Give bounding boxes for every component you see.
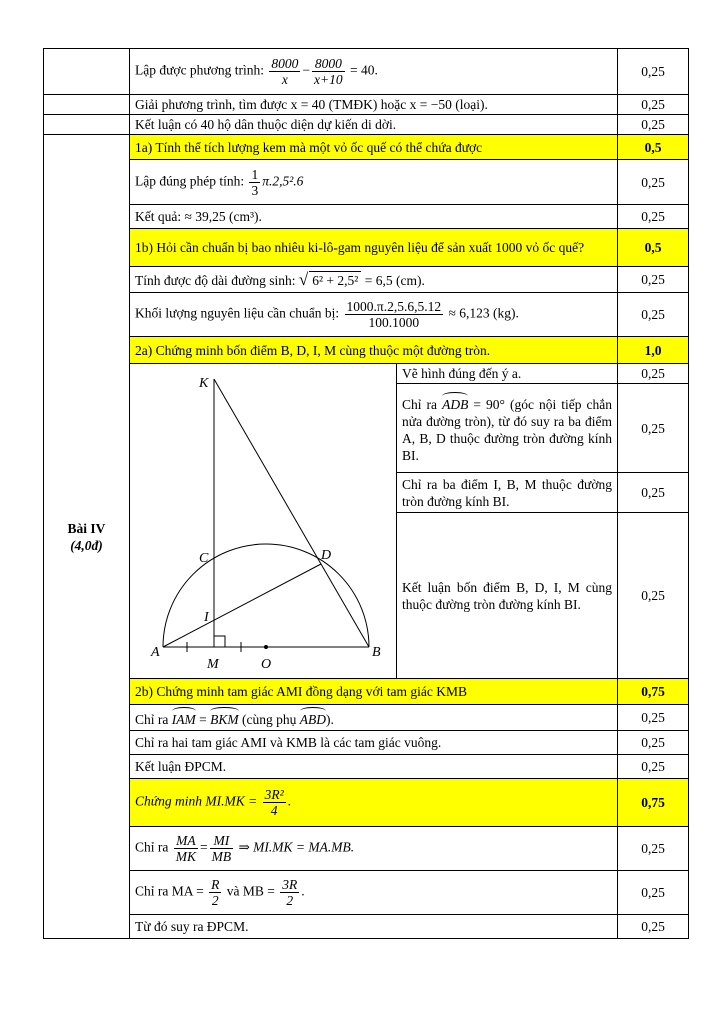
task-heading: 1b) Hỏi cần chuẩn bị bao nhiêu ki-lô-gam nguyên liệu để sản xuất 1000 vỏ ốc quế? [130,229,618,267]
fraction: $\frac{1000.\pi.2,5.6,5.12}{100.1000}$ [346,299,442,330]
table-row [44,337,689,364]
row-content: Lập được phương trình: $\frac{8000}{x}$ − $\frac{8000}{x+10}$ = 40. [130,49,618,95]
row-points: 0,25 [618,364,689,384]
row-content: Từ đó suy ra ĐPCM. [130,915,618,939]
table-row [44,135,689,160]
row-points: 0,25 [618,731,689,755]
row-points: 0,25 [618,115,689,135]
fraction: $\frac{3R}{2}$ [282,877,298,908]
arc-angle: ABD [300,707,326,728]
label-m: M [207,657,219,672]
task-heading: 2b) Chứng minh tam giác AMI đồng dạng với tam giác KMB [130,679,618,705]
row-points: 0,25 [618,755,689,779]
table-row [44,871,689,915]
geometry-figure [135,365,401,677]
row-points: 0,25 [618,267,689,293]
row-points: 0,25 [618,293,689,337]
row-content: Chỉ ra hai tam giác AMI và KMB là các tam giác vuông. [130,731,618,755]
table-row [44,160,689,205]
arc-angle: ADB [442,392,468,413]
line-a-d [163,564,321,647]
row-content: Chỉ ra IAM = BKM (cùng phụ ABD). [130,705,618,731]
task-heading: Chứng minh MI.MK = $\frac{\text{3R²}}{4}$ . [130,779,618,827]
task-points: 0,75 [618,779,689,827]
fraction: $\frac{8000}{x+10}$ [314,56,343,87]
point-o [264,645,268,649]
task-points: 0,75 [618,679,689,705]
table-row [44,115,689,135]
table-row [44,293,689,337]
fraction: $\frac{MI}{MB}$ [211,833,232,864]
table-row [44,95,689,115]
table-row [44,229,689,267]
table-row [44,827,689,871]
row-content: Chỉ ra $\frac{MA}{MK}$ = $\frac{MI}{MB}$ ⇒ MI.MK = MA.MB. [130,827,618,871]
table-row [44,755,689,779]
row-points: 0,25 [618,827,689,871]
row-content: Kết luận có 40 hộ dân thuộc diện dự kiến di dời. [130,115,618,135]
right-angle-mark [214,636,225,647]
task-points: 1,0 [618,337,689,364]
row-points: 0,25 [618,49,689,95]
row-points: 0,25 [618,384,689,473]
section-score: (4,0đ) [70,537,103,553]
line-k-b [214,379,369,647]
table-row [44,731,689,755]
label-k: K [199,376,209,391]
table-row [44,364,689,384]
geometry-figure-cell [130,364,397,679]
row-content: Chỉ ra ADB = 90° (góc nội tiếp chắn nửa đường tròn), từ đó suy ra ba điểm A, B, D thuộc đường tròn đường kính BI. [397,384,618,473]
label-b: B [372,645,381,660]
row-content: Giải phương trình, tìm được x = 40 (TMĐK) hoặc x = −50 (loại). [130,95,618,115]
task-points: 0,5 [618,229,689,267]
empty-section-cell [44,95,130,115]
row-content: Tính được độ dài đường sinh: √ 6² + 2,5² = 6,5 (cm). [130,267,618,293]
row-points: 0,25 [618,705,689,731]
row-points: 0,25 [618,473,689,513]
row-content: Kết quả: ≈ 39,25 (cm³). [130,205,618,229]
row-points: 0,25 [618,160,689,205]
label-o: O [261,657,272,672]
row-content: Chỉ ra ba điểm I, B, M thuộc đường tròn đường kính BI. [397,473,618,513]
empty-section-cell [44,115,130,135]
row-content: Khối lượng nguyên liệu cần chuẩn bị: $\frac{1000.\pi.2,5.6,5.12}{100.1000}$ ≈ 6,123 (kg). [130,293,618,337]
section-cell [44,135,130,939]
fraction: $\frac{\text{3R²}}{4}$ [264,787,284,818]
semicircle-arc [163,544,369,647]
table-row [44,679,689,705]
row-content: Kết luận bốn điểm B, D, I, M cùng thuộc đường tròn đường kính BI. [397,513,618,679]
table-row [44,705,689,731]
row-content: Chỉ ra MA = $\frac{R}{2}$ và MB = $\frac{3R}{2}$ . [130,871,618,915]
arc-angle: BKM [210,707,239,728]
row-points: 0,25 [618,915,689,939]
row-content: Vẽ hình đúng đến ý a. [397,364,618,384]
fraction: $\frac{1}{3}$ [251,166,259,198]
task-heading: 2a) Chứng minh bốn điểm B, D, I, M cùng thuộc một đường tròn. [130,337,618,364]
grading-table [43,48,689,939]
arc-angle: IAM [172,707,196,728]
task-points: 0,5 [618,135,689,160]
label-c: C [199,551,209,566]
empty-section-cell [44,49,130,95]
row-content: Lập đúng phép tính: $\frac{1}{3}$ π.2,5².6 [130,160,618,205]
table-row [44,779,689,827]
label-i: I [204,610,209,625]
fraction: $\frac{8000}{x}$ [271,56,299,87]
table-row [44,49,689,95]
row-points: 0,25 [618,871,689,915]
row-content: Kết luận ĐPCM. [130,755,618,779]
table-row [44,915,689,939]
table-row [44,205,689,229]
label-d: D [321,548,332,563]
label-a: A [151,645,160,660]
row-points: 0,25 [618,513,689,679]
table-row [44,267,689,293]
fraction: $\frac{MA}{MK}$ [175,833,196,864]
task-heading: 1a) Tính thể tích lượng kem mà một vỏ ốc quế có thể chứa được [130,135,618,160]
row-points: 0,25 [618,95,689,115]
row-points: 0,25 [618,205,689,229]
fraction: $\frac{R}{2}$ [211,877,220,908]
section-title: Bài IV [67,520,106,536]
